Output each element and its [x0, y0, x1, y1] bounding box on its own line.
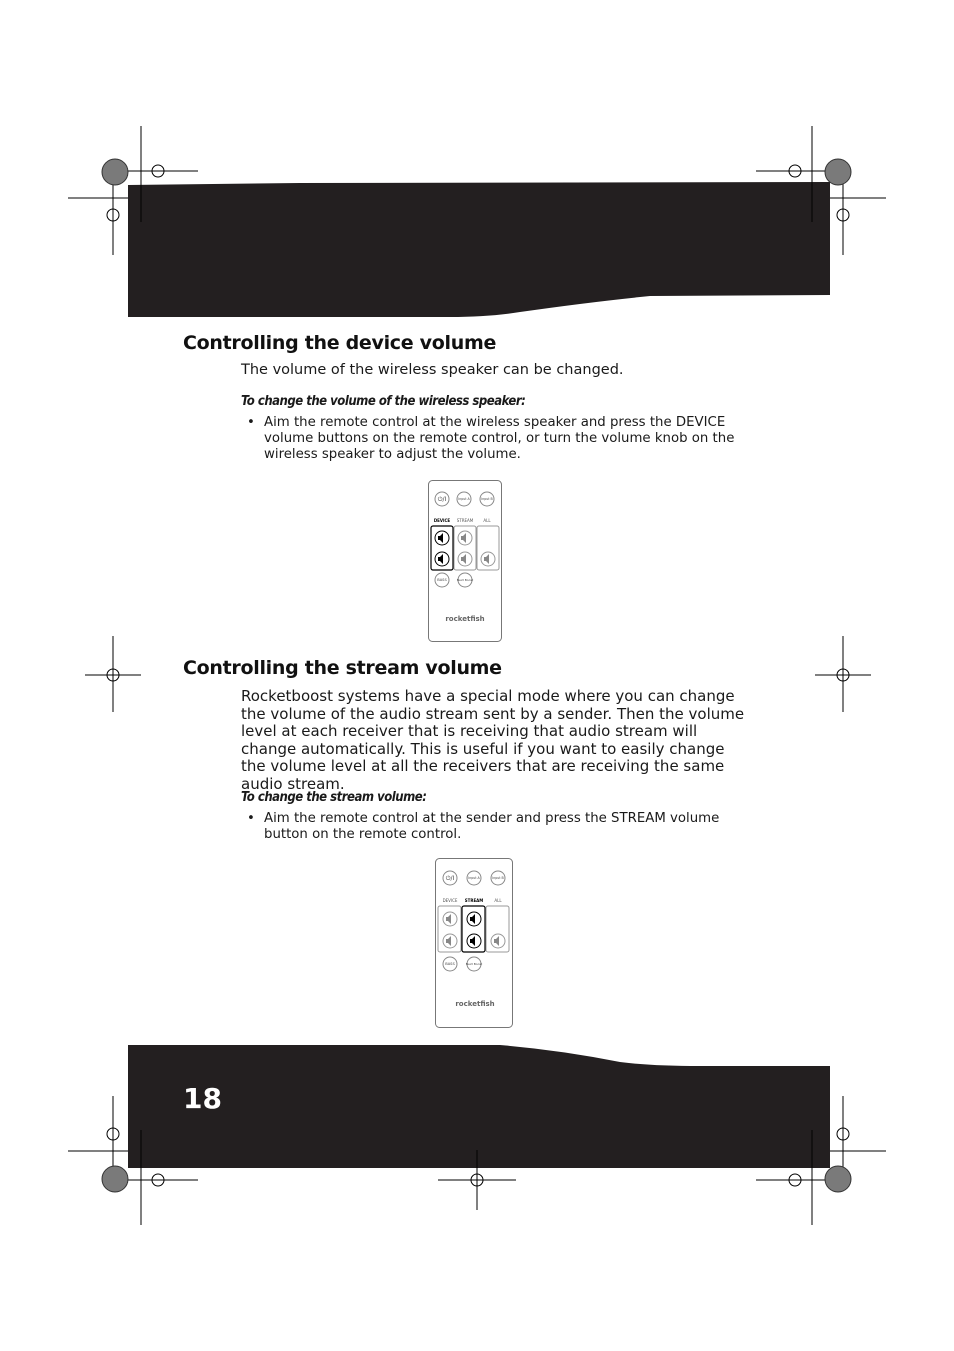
bass-label: BASS [445, 962, 455, 966]
bullet-text: Aim the remote control at the sender and press the STREAM volume button on the remote control. [264, 811, 720, 842]
procedure-title: To change the stream volume: [241, 790, 427, 805]
brand-logo: rocketfish [455, 1000, 495, 1008]
remote-illustration-device [428, 480, 502, 644]
bullet-item [247, 811, 734, 843]
all-label: ALL [483, 518, 491, 523]
next-boost-label: Next Boost [465, 962, 483, 966]
device-label: DEVICE [442, 898, 458, 903]
bullet-item [247, 415, 759, 463]
remote-illustration-stream [435, 858, 515, 1030]
section-heading-stream-volume: Controlling the stream volume [183, 657, 502, 679]
input-a-label: Input A [458, 497, 470, 501]
section-heading-device-volume: Controlling the device volume [183, 332, 497, 354]
all-label: ALL [494, 898, 502, 903]
input-b-label: Input B [492, 876, 504, 880]
bullet-dot: • [247, 811, 255, 826]
procedure-title: To change the volume of the wireless speaker: [241, 394, 526, 409]
power-label: ⏻/I [437, 496, 447, 503]
bullet-dot: • [247, 415, 255, 430]
power-label: ⏻/I [445, 875, 455, 882]
header-band [128, 182, 830, 317]
section-intro: Rocketboost systems have a special mode where you can change the volume of the audio stream sent by a sender. Then the volume level at each receiver that is receiving that audio stream will change automatically. This is useful if you want to easily change the volume level at all the receivers that are receiving the same audio stream. [241, 687, 745, 793]
footer-band [128, 1045, 830, 1168]
section-intro: The volume of the wireless speaker can be changed. [241, 362, 624, 378]
device-label: DEVICE [433, 518, 451, 523]
bass-label: BASS [437, 578, 447, 582]
brand-logo: rocketfish [445, 615, 485, 623]
next-boost-label: Next Boost [456, 578, 474, 582]
input-a-label: Input A [468, 876, 480, 880]
input-b-label: Input B [481, 497, 493, 501]
bullet-text: Aim the remote control at the wireless speaker and press the DEVICE volume buttons on the remote control, or turn the volume knob on the wireless speaker to adjust the volume. [264, 415, 735, 462]
stream-label: STREAM [456, 518, 474, 523]
stream-label: STREAM [464, 898, 484, 903]
page-number: 18 [183, 1082, 222, 1115]
